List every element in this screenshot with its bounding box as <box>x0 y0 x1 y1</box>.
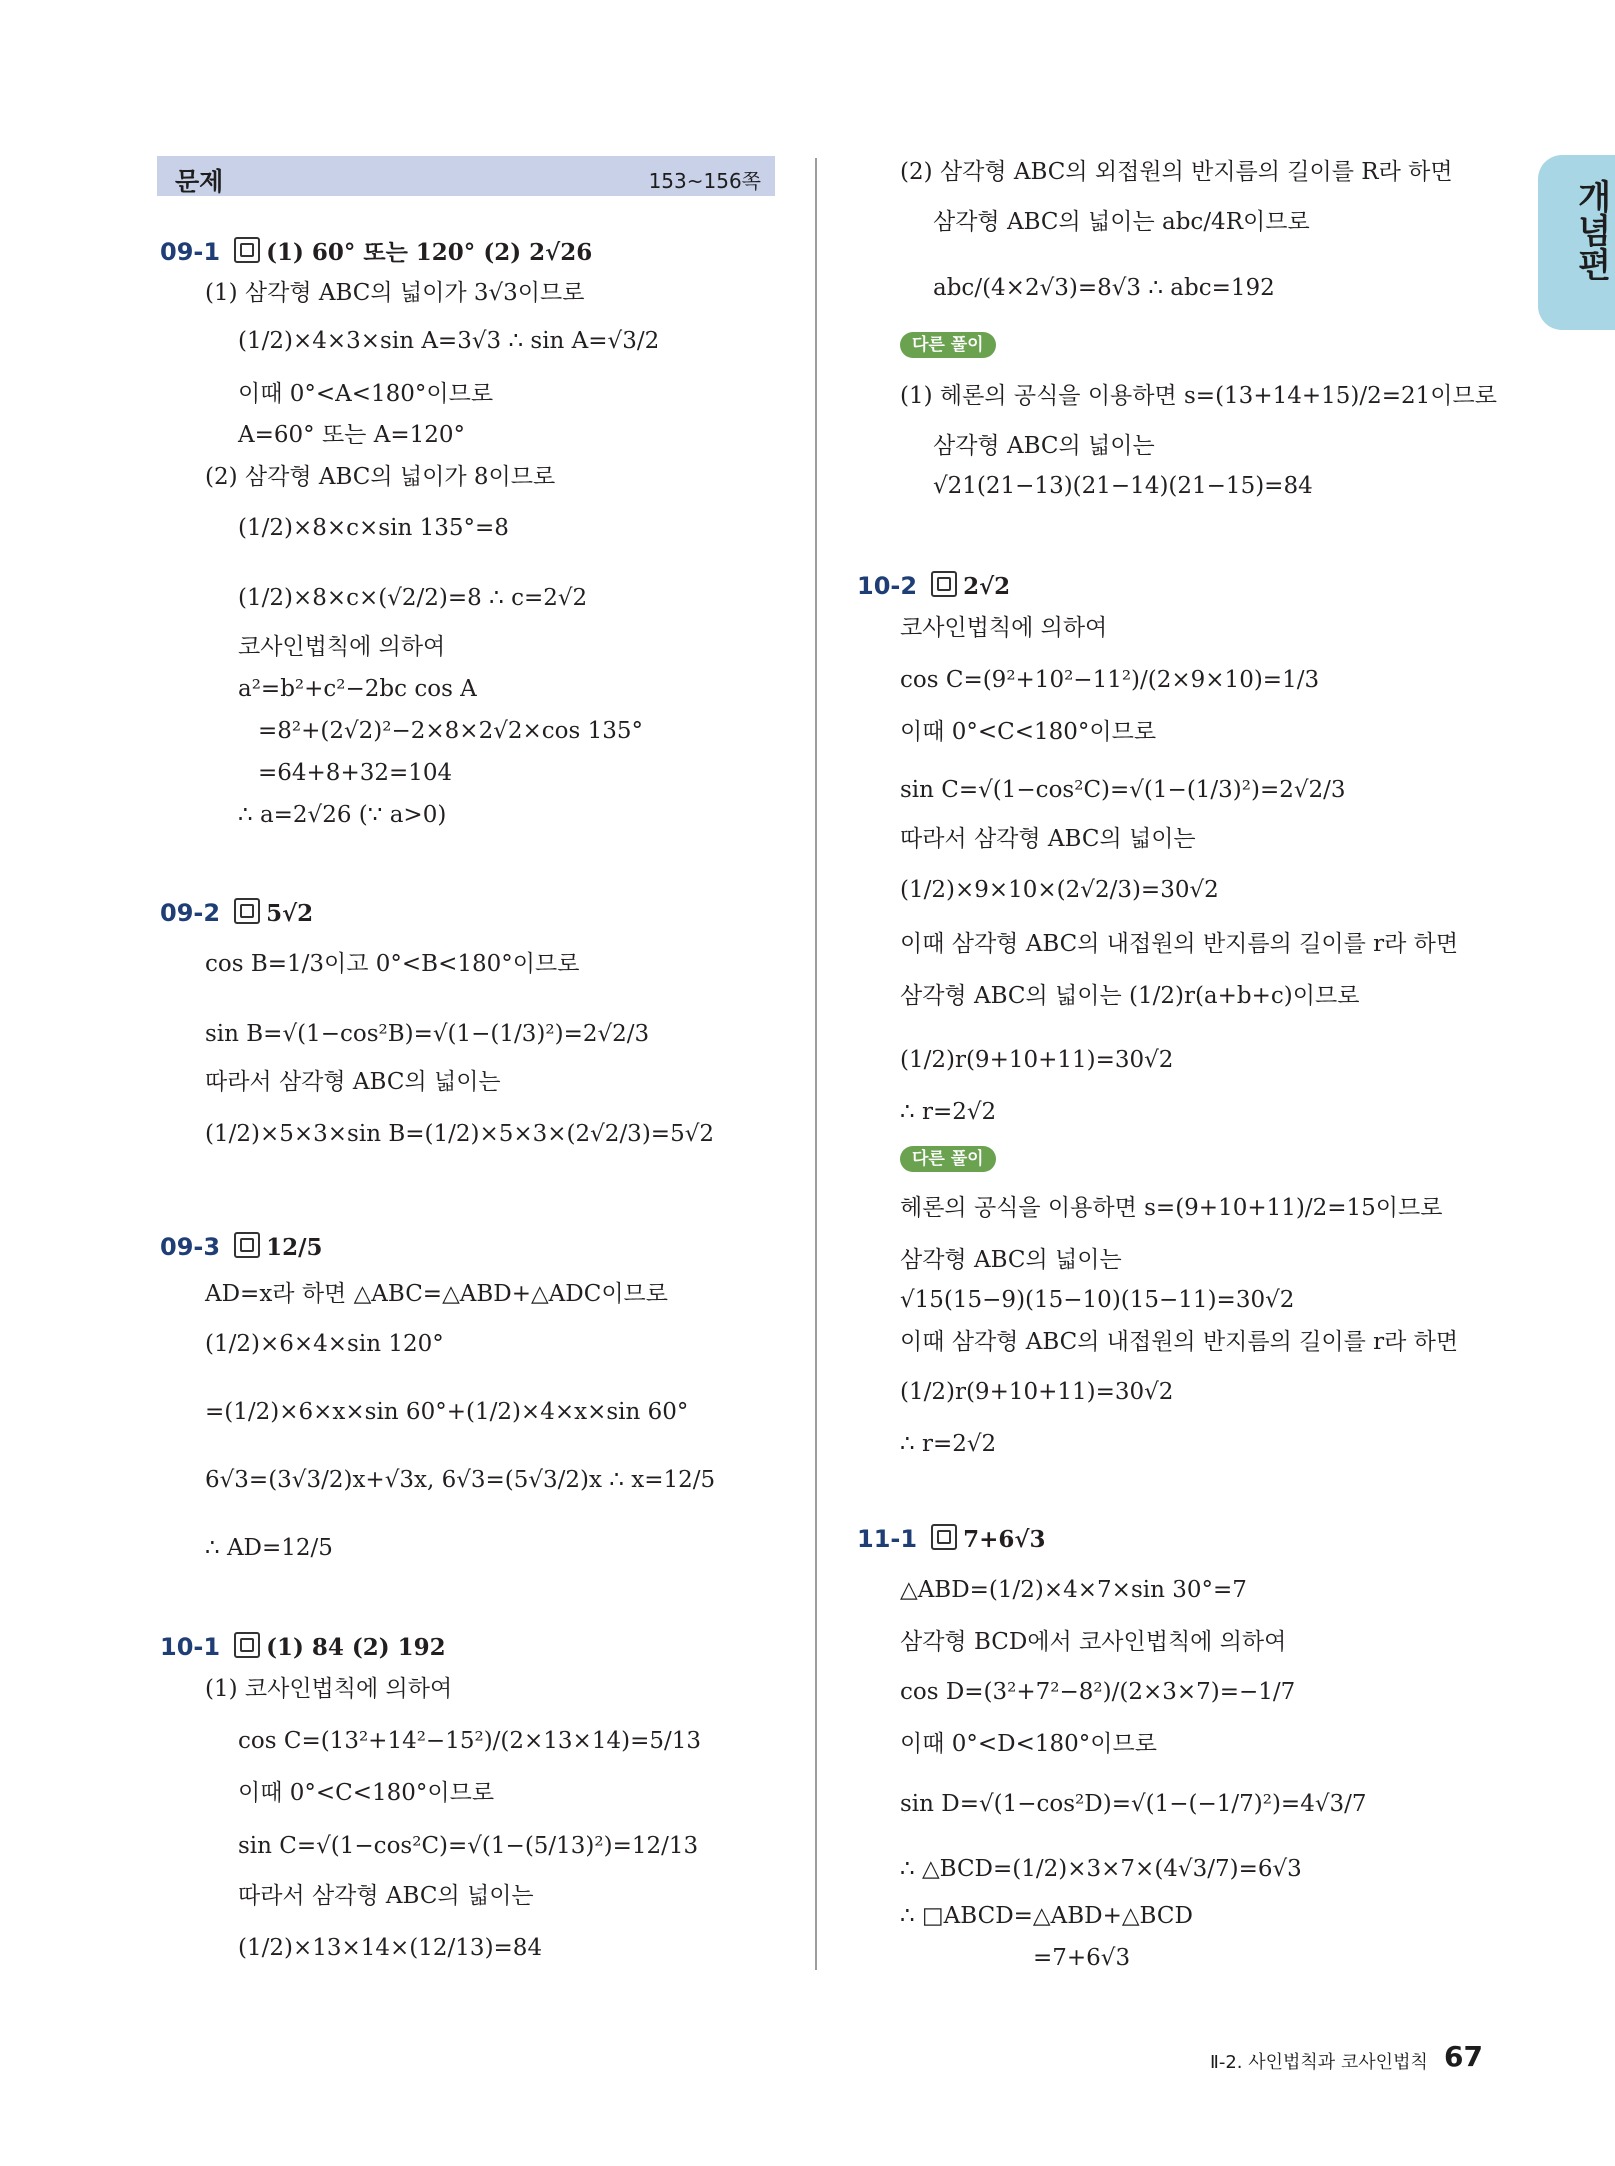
answer-text: 7+6√3 <box>963 1526 1046 1553</box>
problem-number: 11-1 <box>857 1525 918 1553</box>
solution-line: cos B=1/3이고 0°<B<180°이므로 <box>205 951 580 977</box>
solution-line: 삼각형 ABC의 넓이는 (1/2)r(a+b+c)이므로 <box>900 983 1360 1009</box>
solution-line: (1/2)×5×3×sin B=(1/2)×5×3×(2√2/3)=5√2 <box>205 1121 714 1147</box>
solution-line: 삼각형 ABC의 넓이는 abc/4R이므로 <box>933 209 1310 235</box>
solution-line: =7+6√3 <box>1033 1945 1131 1971</box>
alt-solution-badge: 다른 풀이 <box>900 332 996 358</box>
solution-line: (1) 코사인법칙에 의하여 <box>205 1676 453 1702</box>
answer-text: 5√2 <box>266 900 314 927</box>
section-header <box>157 156 775 196</box>
solution-line: √21(21−13)(21−14)(21−15)=84 <box>933 473 1313 499</box>
solution-line: a²=b²+c²−2bc cos A <box>238 676 477 702</box>
solution-line: 이때 0°<C<180°이므로 <box>238 1780 495 1806</box>
solution-line: (1/2)r(9+10+11)=30√2 <box>900 1047 1174 1073</box>
problem-heading <box>160 1232 322 1264</box>
solution-line: (1) 삼각형 ABC의 넓이가 3√3이므로 <box>205 280 585 306</box>
alt-solution-badge: 다른 풀이 <box>900 1146 996 1172</box>
footer-section: Ⅱ-2. 사인법칙과 코사인법칙 <box>1210 2052 1428 2073</box>
column-divider <box>815 158 817 1970</box>
solution-line: (2) 삼각형 ABC의 넓이가 8이므로 <box>205 464 556 490</box>
problem-number: 09-1 <box>160 238 221 266</box>
solution-line: (1/2)×8×c×(√2/2)=8 ∴ c=2√2 <box>238 585 588 611</box>
solution-line: (1/2)×9×10×(2√2/3)=30√2 <box>900 877 1219 903</box>
solution-line: 이때 삼각형 ABC의 내접원의 반지름의 길이를 r라 하면 <box>900 1329 1459 1355</box>
answer-text: 2√2 <box>963 573 1011 600</box>
solution-line: 따라서 삼각형 ABC의 넓이는 <box>205 1069 501 1095</box>
answer-icon <box>234 237 260 263</box>
chapter-tab-label: 개념편 <box>1571 179 1611 281</box>
solution-line: (1/2)×4×3×sin A=3√3 ∴ sin A=√3/2 <box>238 328 660 354</box>
solution-line: 삼각형 BCD에서 코사인법칙에 의하여 <box>900 1629 1287 1655</box>
solution-line: ∴ AD=12/5 <box>205 1535 333 1561</box>
solution-line: 6√3=(3√3/2)x+√3x, 6√3=(5√3/2)x ∴ x=12/5 <box>205 1467 716 1493</box>
solution-line: ∴ △BCD=(1/2)×3×7×(4√3/7)=6√3 <box>900 1856 1302 1882</box>
problem-number: 09-2 <box>160 899 221 927</box>
solution-line: ∴ a=2√26 (∵ a>0) <box>238 802 447 828</box>
solution-line: (1/2)×6×4×sin 120° <box>205 1331 444 1357</box>
solution-line: 삼각형 ABC의 넓이는 <box>900 1247 1122 1273</box>
answer-icon <box>931 1524 957 1550</box>
problem-heading <box>857 571 1010 603</box>
solution-line: =64+8+32=104 <box>258 760 453 786</box>
solution-line: 삼각형 ABC의 넓이는 <box>933 433 1155 459</box>
solution-line: A=60° 또는 A=120° <box>238 422 465 448</box>
problem-heading <box>160 898 313 930</box>
solution-line: sin B=√(1−cos²B)=√(1−(1/3)²)=2√2/3 <box>205 1021 650 1047</box>
solution-line: =8²+(2√2)²−2×8×2√2×cos 135° <box>258 718 644 744</box>
answer-icon <box>234 898 260 924</box>
section-title: 문제 <box>175 167 224 196</box>
solution-line: (1) 헤론의 공식을 이용하면 s=(13+14+15)/2=21이므로 <box>900 383 1497 409</box>
solution-line: (1/2)×13×14×(12/13)=84 <box>238 1935 543 1961</box>
solution-line: 따라서 삼각형 ABC의 넓이는 <box>900 826 1196 852</box>
solution-line: cos C=(9²+10²−11²)/(2×9×10)=1/3 <box>900 667 1320 693</box>
solution-line: √15(15−9)(15−10)(15−11)=30√2 <box>900 1287 1295 1313</box>
solution-line: abc/(4×2√3)=8√3 ∴ abc=192 <box>933 275 1275 301</box>
problem-number: 09-3 <box>160 1233 221 1261</box>
problem-number: 10-2 <box>857 572 918 600</box>
answer-text: (1) 60° 또는 120° (2) 2√26 <box>266 239 593 266</box>
solution-line: 코사인법칙에 의하여 <box>238 634 446 660</box>
problem-heading <box>160 237 592 269</box>
solution-line: (1/2)×8×c×sin 135°=8 <box>238 515 509 541</box>
solution-line: 이때 0°<D<180°이므로 <box>900 1731 1157 1757</box>
answer-text: 12/5 <box>266 1234 323 1261</box>
answer-text: (1) 84 (2) 192 <box>266 1634 446 1661</box>
answer-icon <box>234 1232 260 1258</box>
solution-line: △ABD=(1/2)×4×7×sin 30°=7 <box>900 1577 1247 1603</box>
solution-line: cos C=(13²+14²−15²)/(2×13×14)=5/13 <box>238 1728 701 1754</box>
page-number: 67 <box>1444 2040 1483 2073</box>
solution-line: cos D=(3²+7²−8²)/(2×3×7)=−1/7 <box>900 1679 1296 1705</box>
answer-icon <box>234 1632 260 1658</box>
solution-line: (1/2)r(9+10+11)=30√2 <box>900 1379 1174 1405</box>
solution-line: 이때 0°<C<180°이므로 <box>900 719 1157 745</box>
solution-line: sin C=√(1−cos²C)=√(1−(5/13)²)=12/13 <box>238 1833 699 1859</box>
problem-heading <box>857 1524 1045 1556</box>
solution-line: (2) 삼각형 ABC의 외접원의 반지름의 길이를 R라 하면 <box>900 159 1453 185</box>
chapter-tab <box>1538 155 1615 330</box>
solution-line: 이때 0°<A<180°이므로 <box>238 381 494 407</box>
solution-line: 이때 삼각형 ABC의 내접원의 반지름의 길이를 r라 하면 <box>900 931 1459 957</box>
solution-line: 헤론의 공식을 이용하면 s=(9+10+11)/2=15이므로 <box>900 1195 1443 1221</box>
solution-line: =(1/2)×6×x×sin 60°+(1/2)×4×x×sin 60° <box>205 1399 689 1425</box>
solution-line: ∴ □ABCD=△ABD+△BCD <box>900 1903 1193 1929</box>
problem-heading <box>160 1632 446 1664</box>
solution-line: 코사인법칙에 의하여 <box>900 615 1108 641</box>
solution-line: 따라서 삼각형 ABC의 넓이는 <box>238 1883 534 1909</box>
solution-line: sin C=√(1−cos²C)=√(1−(1/3)²)=2√2/3 <box>900 777 1346 803</box>
solution-line: ∴ r=2√2 <box>900 1431 997 1457</box>
problem-number: 10-1 <box>160 1633 221 1661</box>
page-range: 153~156쪽 <box>648 169 761 193</box>
solution-line: sin D=√(1−cos²D)=√(1−(−1/7)²)=4√3/7 <box>900 1791 1367 1817</box>
solution-line: AD=x라 하면 △ABC=△ABD+△ADC이므로 <box>205 1281 668 1307</box>
solution-line: ∴ r=2√2 <box>900 1099 997 1125</box>
answer-icon <box>931 571 957 597</box>
